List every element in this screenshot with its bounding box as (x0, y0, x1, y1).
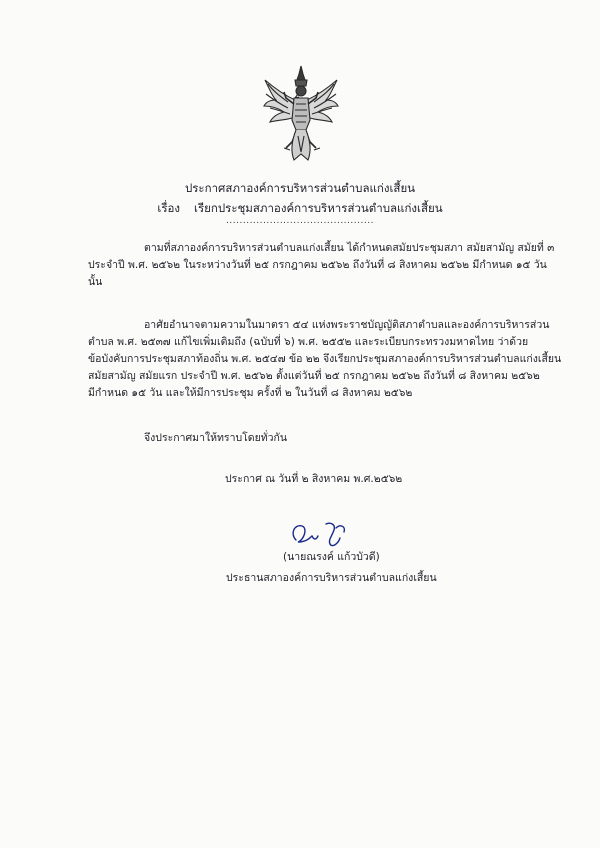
subject-label: เรื่อง (157, 201, 181, 215)
paragraph-1 (88, 240, 568, 291)
paragraph-1-line: นั้น (88, 276, 103, 288)
paragraph-2-line: อาศัยอำนาจตามความในมาตรา ๕๔ แห่งพระราชบัญญัติสภาตำบลและองค์การบริหารส่วน (144, 319, 550, 331)
paragraph-2-line: มีกำหนด ๑๕ วัน และให้มีการประชุม ครั้งที่ ๒ ในวันที่ ๘ สิงหาคม ๒๕๖๒ (88, 387, 413, 399)
paragraph-1-line: ประจำปี พ.ศ. ๒๕๖๒ ในระหว่างวันที่ ๒๕ กรกฎาคม ๒๕๖๒ ถึงวันที่ ๘ สิงหาคม ๒๕๖๒ มีกำหนด ๑๕ วัน (88, 259, 547, 271)
garuda-emblem-icon (262, 64, 340, 164)
announcement-date: ประกาศ ณ วันที่ ๒ สิงหาคม พ.ศ.๒๕๖๒ (225, 473, 403, 485)
announcement-title: ประกาศสภาองค์การบริหารส่วนตำบลแก่งเสี้ยน (184, 181, 416, 195)
closing-line: จึงประกาศมาให้ทราบโดยทั่วกัน (144, 432, 288, 444)
subject-text: เรียกประชุมสภาองค์การบริหารส่วนตำบลแก่งเสี้ยน (194, 201, 443, 215)
signer-position: ประธานสภาองค์การบริหารส่วนตำบลแก่งเสี้ยน (226, 572, 437, 584)
paragraph-1-line: ตามที่สภาองค์การบริหารส่วนตำบลแก่งเสี้ยน ได้กำหนดสมัยประชุมสภา สมัยสามัญ สมัยที่ ๓ (144, 242, 555, 254)
paragraph-2-line: สมัยสามัญ สมัยแรก ประจำปี พ.ศ. ๒๕๖๒ ตั้งแต่วันที่ ๒๕ กรกฎาคม ๒๕๖๒ ถึงวันที่ ๘ สิงหาคม ๒๕๖๒ (88, 370, 540, 382)
title-divider: ............................................ (226, 216, 374, 226)
paragraph-2 (88, 317, 568, 402)
paragraph-2-line: ตำบล พ.ศ. ๒๕๓๗ แก้ไขเพิ่มเติมถึง (ฉบับที่ ๖) พ.ศ. ๒๕๕๒ และระเบียบกระทรวงมหาดไทย ว่าด้วย (88, 336, 529, 348)
closing-paragraph (144, 430, 564, 447)
signer-name: (นายณรงค์ แก้วบัวดี) (283, 551, 380, 563)
paragraph-2-line: ข้อบังคับการประชุมสภาท้องถิ่น พ.ศ. ๒๕๔๗ ข้อ ๒๒ จึงเรียกประชุมสภาองค์การบริหารส่วนตำบลแก่งเสี้ยน (88, 353, 562, 365)
